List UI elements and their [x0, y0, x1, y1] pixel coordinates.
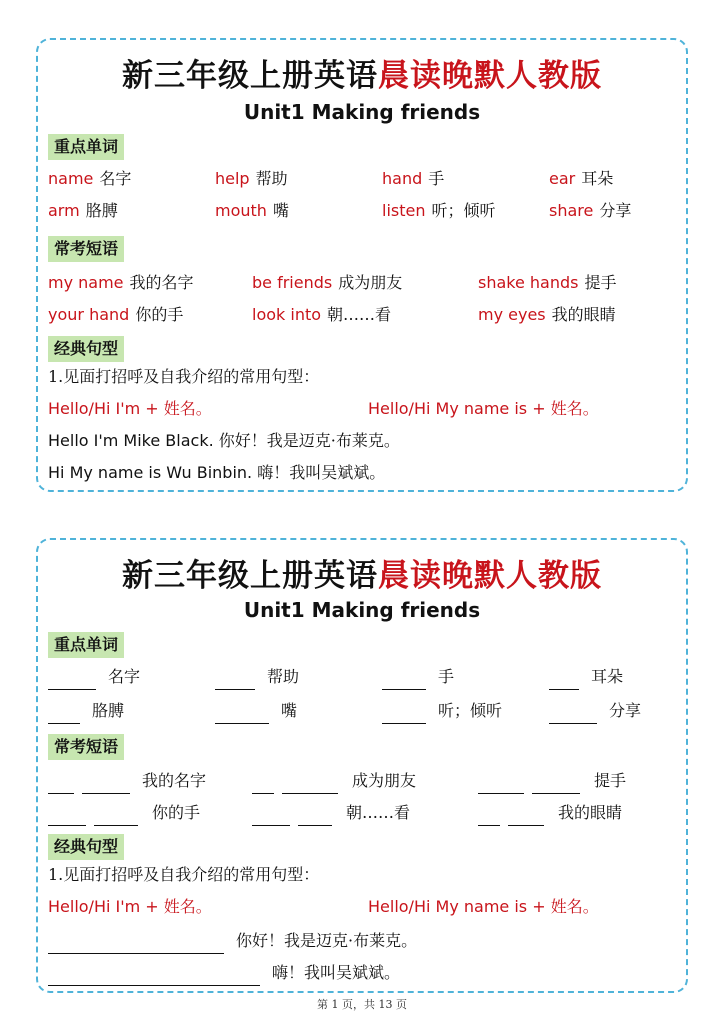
- section-sentences-label: 经典句型: [48, 336, 124, 362]
- word-item: ear 耳朵: [549, 169, 614, 188]
- section-phrases-label: 常考短语: [48, 734, 124, 760]
- answer-blank[interactable]: [94, 807, 138, 826]
- word-blank-item: 听；倾听: [382, 698, 502, 724]
- phrase-blank-item: 成为朋友: [252, 768, 416, 794]
- word-row: [48, 198, 688, 224]
- section-phrases-label: 常考短语: [48, 236, 124, 262]
- phrase-row: [48, 302, 688, 328]
- section-words-label: 重点单词: [48, 134, 124, 160]
- answer-blank[interactable]: [48, 935, 224, 954]
- phrase-blank-row: [48, 768, 688, 794]
- word-item: mouth 嘴: [215, 201, 289, 220]
- phrase-item: be friends 成为朋友: [252, 273, 403, 292]
- phrase-blank-item: 我的名字: [48, 768, 206, 794]
- phrase-item: your hand 你的手: [48, 305, 184, 324]
- page-title: 新三年级上册英语晨读晚默人教版: [122, 58, 602, 94]
- word-blank-item: 分享: [549, 698, 641, 724]
- page-footer: 第 1 页，共 13 页: [317, 998, 407, 1011]
- answer-blank[interactable]: [48, 671, 96, 690]
- answer-blank[interactable]: [252, 807, 290, 826]
- phrase-item: shake hands 提手: [478, 273, 617, 292]
- word-item: hand 手: [382, 169, 445, 188]
- dictation-card: [36, 538, 688, 993]
- section-words-label: 重点单词: [48, 632, 124, 658]
- answer-blank[interactable]: [82, 775, 130, 794]
- sentence-pattern: Hello/Hi My name is + 姓名。: [368, 399, 599, 418]
- example-sentence: Hello I'm Mike Black. 你好！我是迈克·布莱克。: [48, 431, 400, 450]
- answer-blank[interactable]: [298, 807, 332, 826]
- word-blank-row: [48, 698, 688, 724]
- word-blank-row: [48, 664, 688, 690]
- example-sentence: Hi My name is Wu Binbin. 嗨！我叫吴斌斌。: [48, 463, 386, 482]
- answer-blank[interactable]: [282, 775, 338, 794]
- phrase-blank-row: [48, 800, 688, 826]
- word-blank-item: 嘴: [215, 698, 297, 724]
- example-blank-sentence: 嗨！我叫吴斌斌。: [48, 960, 400, 986]
- answer-blank[interactable]: [48, 807, 86, 826]
- answer-blank[interactable]: [508, 807, 544, 826]
- answer-blank[interactable]: [215, 705, 269, 724]
- answer-blank[interactable]: [48, 705, 80, 724]
- example-blank-sentence: 你好！我是迈克·布莱克。: [48, 928, 417, 954]
- phrase-blank-item: 提手: [478, 768, 626, 794]
- word-item: help 帮助: [215, 169, 288, 188]
- word-blank-item: 名字: [48, 664, 140, 690]
- answer-blank[interactable]: [382, 671, 426, 690]
- word-row: [48, 166, 688, 192]
- page-title: 新三年级上册英语晨读晚默人教版: [122, 558, 602, 594]
- answer-blank[interactable]: [532, 775, 580, 794]
- answer-blank[interactable]: [478, 775, 524, 794]
- reading-card: [36, 38, 688, 492]
- word-item: listen 听；倾听: [382, 201, 496, 220]
- phrase-item: my name 我的名字: [48, 273, 194, 292]
- sentence-heading: 1.见面打招呼及自我介绍的常用句型：: [48, 367, 320, 386]
- word-item: share 分享: [549, 201, 632, 220]
- answer-blank[interactable]: [382, 705, 426, 724]
- word-blank-item: 胳膊: [48, 698, 124, 724]
- unit-title: Unit1 Making friends: [243, 100, 481, 124]
- word-blank-item: 帮助: [215, 664, 299, 690]
- word-item: arm 胳膊: [48, 201, 118, 220]
- sentence-pattern: Hello/Hi My name is + 姓名。: [368, 897, 599, 916]
- phrase-blank-item: 朝……看: [252, 800, 410, 826]
- phrase-row: [48, 270, 688, 296]
- word-item: name 名字: [48, 169, 132, 188]
- answer-blank[interactable]: [252, 775, 274, 794]
- sentence-heading: 1.见面打招呼及自我介绍的常用句型：: [48, 865, 320, 884]
- section-sentences-label: 经典句型: [48, 834, 124, 860]
- answer-blank[interactable]: [478, 807, 500, 826]
- unit-title: Unit1 Making friends: [243, 598, 481, 622]
- sentence-pattern: Hello/Hi I'm + 姓名。: [48, 399, 212, 418]
- phrase-blank-item: 我的眼睛: [478, 800, 622, 826]
- answer-blank[interactable]: [215, 671, 255, 690]
- word-blank-item: 手: [382, 664, 454, 690]
- word-blank-item: 耳朵: [549, 664, 623, 690]
- answer-blank[interactable]: [549, 705, 597, 724]
- phrase-item: look into 朝……看: [252, 305, 392, 324]
- phrase-item: my eyes 我的眼睛: [478, 305, 616, 324]
- answer-blank[interactable]: [48, 967, 260, 986]
- phrase-blank-item: 你的手: [48, 800, 200, 826]
- sentence-pattern: Hello/Hi I'm + 姓名。: [48, 897, 212, 916]
- answer-blank[interactable]: [549, 671, 579, 690]
- answer-blank[interactable]: [48, 775, 74, 794]
